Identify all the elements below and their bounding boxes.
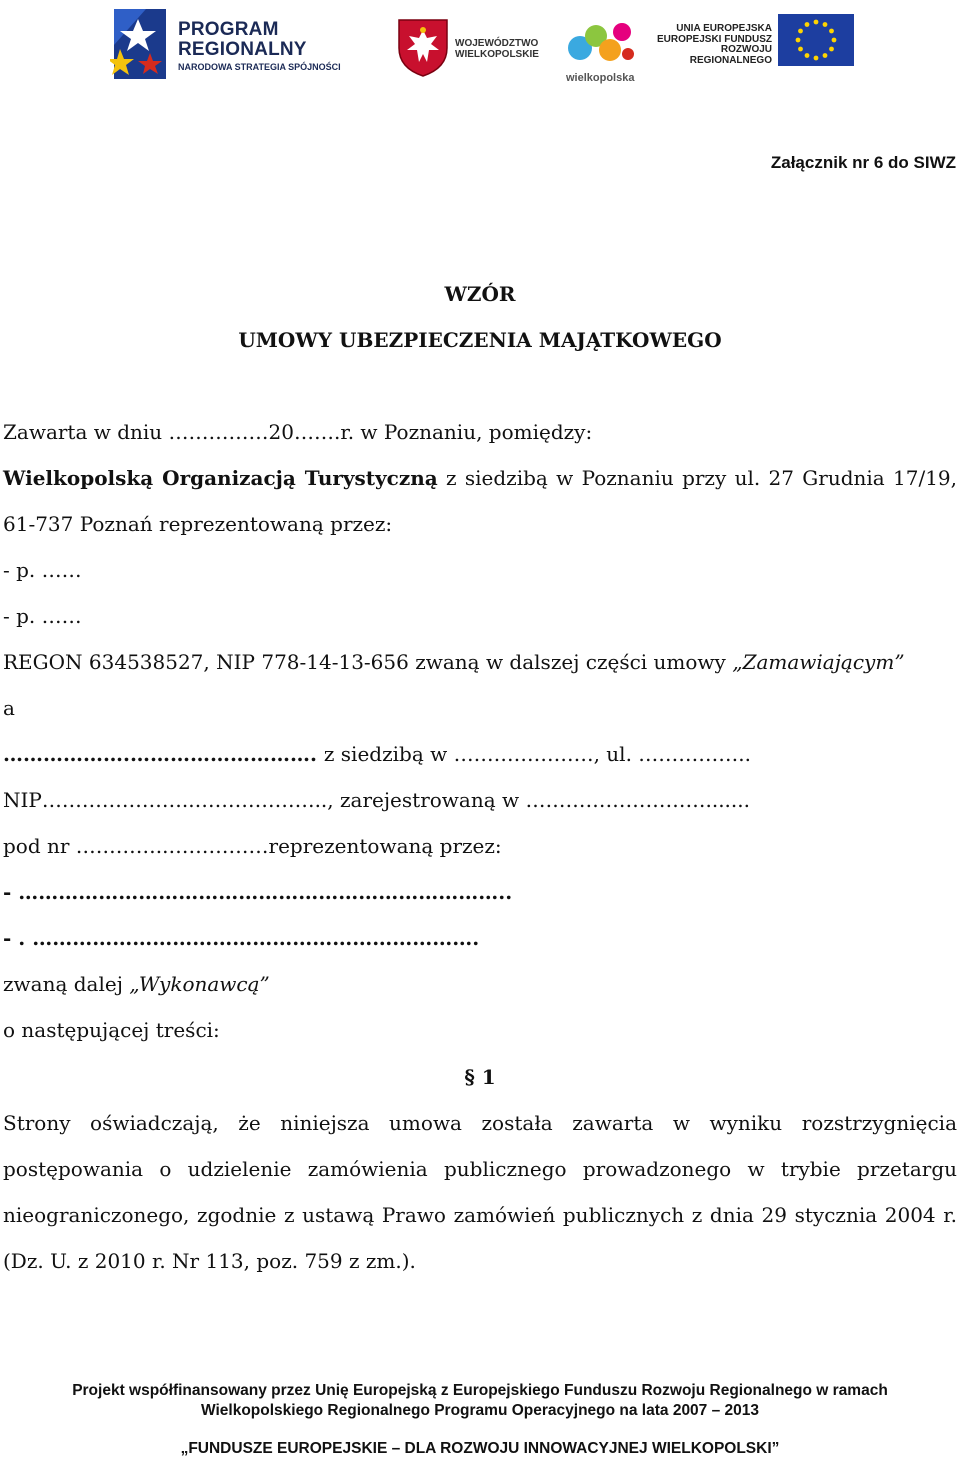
annex-label: Załącznik nr 6 do SIWZ [770,153,956,172]
program-line2: REGIONALNY [178,39,307,60]
representative-line-2: - p. …… [3,604,82,628]
program-regionalny-text [178,20,341,73]
wykonawca-line [3,972,270,996]
footer-line-2: Wielkopolskiego Regionalnego Programu Operacyjnego na lata 2007 – 2013 [200,1402,760,1419]
wykonawca-label: „Wykonawcą” [129,972,270,996]
program-regionalny-logo [110,5,174,81]
wykonawca-text: zwaną dalej [3,972,130,996]
wojewodztwo-text [455,38,539,60]
regon-nip-text: REGON 634538527, NIP 778-14-13-656 zwaną w dalszej części umowy [3,650,733,674]
party2-name-blank: ……………….………………………. [3,742,324,766]
party2-representative-1: - ……………………………………………………………….. [3,880,513,904]
party2-representative-2: - . …………………………………………………………. [3,926,480,950]
party2-register-line: pod nr …………..……………reprezentowaną przez: [3,834,502,858]
ue-line1: UNIA EUROPEJSKA [676,23,772,34]
party1-city-line: 61-737 Poznań reprezentowaną przez: [3,512,393,536]
document-title-umowy: UMOWY UBEZPIECZENIA MAJĄTKOWEGO [238,328,722,352]
party2-line [3,742,751,766]
wojewodztwo-coat-of-arms-icon [397,18,449,78]
program-line1: PROGRAM [178,19,279,40]
regon-nip-line [3,650,905,674]
document-title-wzor: WZÓR [444,282,516,306]
party1-name: Wielkopolską Organizacją Turystyczną [3,466,438,490]
ue-text [644,24,772,66]
representative-line-1: - p. …… [3,558,82,582]
footer-line-3: „FUNDUSZE EUROPEJSKIE – DLA ROZWOJU INNOWACYJNEJ WIELKOPOLSKI” [180,1440,780,1457]
eu-flag-icon [778,14,854,66]
content-intro-line: o następującej treści: [3,1018,220,1042]
contract-date-line: Zawarta w dniu ……………20…….r. w Poznaniu, pomiędzy: [3,420,593,444]
paragraph-1-line-4: (Dz. U. z 2010 r. Nr 113, poz. 759 z zm.). [3,1249,416,1273]
ue-line3: ROZWOJU REGIONALNEGO [689,44,772,66]
party2-nip-line: NIP…………………..……………….., zarejestrowaną w ………………………....... [3,788,750,812]
wielkopolska-logo [566,14,636,72]
footer-line-1: Projekt współfinansowany przez Unię Europejską z Europejskiego Funduszu Rozwoju Regionalnego w ramach [72,1382,888,1399]
wojewodztwo-line2: WIELKOPOLSKIE [455,49,539,60]
party1-address: z siedzibą w Poznaniu przy ul. 27 Grudnia 17/19, [437,466,958,490]
paragraph-1-line-3: nieograniczonego, zgodnie z ustawą Prawo zamówień publicznych z dnia 29 stycznia 2004 r. [3,1203,957,1227]
paragraph-1-line-1: Strony oświadczają, że niniejsza umowa została zawarta w wyniku rozstrzygnięcia [3,1111,957,1135]
wielkopolska-label: wielkopolska [566,72,635,84]
header-logos [0,0,960,95]
program-line3: NARODOWA STRATEGIA SPÓJNOŚCI [178,62,341,72]
ue-line2: EUROPEJSKI FUNDUSZ [656,33,772,45]
wojewodztwo-line1: WOJEWÓDZTWO [455,38,539,49]
paragraph-1-sign: § 1 [464,1065,496,1089]
party2-address-blank: z siedzibą w …………………, ul. …………….. [323,742,751,766]
paragraph-1-line-2: postępowania o udzielenie zamówienia publicznego prowadzonego w trybie przetargu [3,1157,957,1181]
zamawiajacy-label: „Zamawiającym” [732,650,905,674]
conjunction-a: a [3,696,15,720]
party1-line [3,466,957,490]
